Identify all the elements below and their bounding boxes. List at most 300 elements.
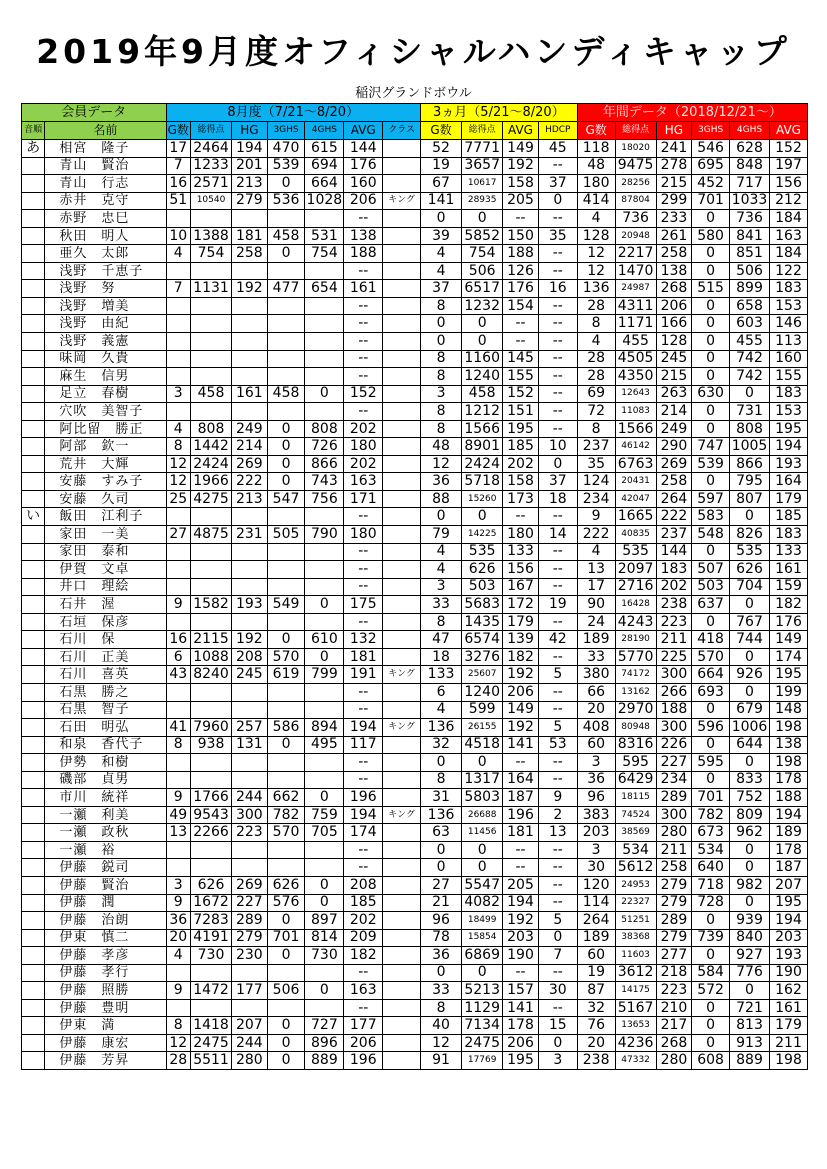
table-cell: 8: [577, 315, 615, 333]
table-cell: 180: [344, 438, 383, 456]
table-row: [22, 297, 808, 315]
table-cell: 194: [344, 806, 383, 824]
class-cell: [383, 227, 421, 245]
table-cell: 222: [577, 526, 615, 544]
table-cell: 1088: [190, 648, 231, 666]
member-name-cell: 赤井 克守: [45, 192, 166, 210]
table-cell: --: [503, 210, 539, 228]
table-cell: [232, 841, 268, 859]
table-cell: 0: [692, 473, 730, 491]
table-cell: 24953: [615, 876, 656, 894]
class-cell: [383, 280, 421, 298]
column-header: AVG: [770, 122, 808, 140]
table-cell: 203: [577, 824, 615, 842]
table-cell: 163: [344, 982, 383, 1000]
table-cell: --: [344, 333, 383, 351]
table-cell: [305, 333, 344, 351]
kana-index-cell: [22, 333, 45, 351]
table-cell: [305, 613, 344, 631]
table-cell: [166, 859, 190, 877]
table-cell: 866: [730, 455, 770, 473]
class-cell: [383, 1034, 421, 1052]
table-cell: 206: [344, 1034, 383, 1052]
class-cell: [383, 526, 421, 544]
table-cell: 269: [232, 455, 268, 473]
table-cell: 300: [656, 806, 692, 824]
table-row: [22, 543, 808, 561]
member-name-cell: 伊東 満: [45, 1017, 166, 1035]
table-cell: 26688: [462, 806, 503, 824]
table-cell: [190, 964, 231, 982]
table-cell: --: [344, 613, 383, 631]
table-cell: 640: [692, 859, 730, 877]
table-cell: 0: [692, 613, 730, 631]
table-row: [22, 876, 808, 894]
table-cell: 48: [577, 157, 615, 175]
table-cell: 63: [420, 824, 461, 842]
table-cell: --: [344, 999, 383, 1017]
table-cell: 192: [503, 912, 539, 930]
table-cell: 840: [730, 929, 770, 947]
table-cell: 47332: [615, 1052, 656, 1070]
table-cell: 8: [577, 420, 615, 438]
table-cell: 28190: [615, 631, 656, 649]
member-name-cell: 浅野 由紀: [45, 315, 166, 333]
table-cell: 88: [420, 490, 461, 508]
table-cell: 161: [344, 280, 383, 298]
table-cell: 183: [770, 280, 808, 298]
table-cell: 47: [420, 631, 461, 649]
table-cell: 222: [656, 508, 692, 526]
class-cell: [383, 736, 421, 754]
table-cell: 4191: [190, 929, 231, 947]
table-row: [22, 438, 808, 456]
member-name-cell: 石垣 保彦: [45, 613, 166, 631]
table-row: [22, 578, 808, 596]
table-cell: 0: [420, 315, 461, 333]
table-cell: 162: [770, 982, 808, 1000]
column-header: 4GHS: [305, 122, 344, 140]
table-row: [22, 385, 808, 403]
table-cell: 535: [462, 543, 503, 561]
table-cell: 198: [770, 754, 808, 772]
table-cell: 163: [344, 473, 383, 491]
table-cell: 133: [420, 666, 461, 684]
table-cell: [305, 315, 344, 333]
table-cell: 26155: [462, 719, 503, 737]
table-cell: 278: [656, 157, 692, 175]
table-cell: 268: [656, 1034, 692, 1052]
table-cell: 4: [166, 245, 190, 263]
table-cell: 673: [692, 824, 730, 842]
table-cell: 3: [420, 578, 461, 596]
table-cell: 185: [344, 894, 383, 912]
table-cell: 31: [420, 789, 461, 807]
table-cell: 176: [503, 280, 539, 298]
table-cell: 245: [232, 666, 268, 684]
table-row: [22, 280, 808, 298]
table-cell: 198: [770, 719, 808, 737]
table-cell: 191: [344, 666, 383, 684]
table-cell: [267, 368, 305, 386]
table-cell: 0: [692, 350, 730, 368]
class-cell: [383, 157, 421, 175]
table-cell: 3: [577, 841, 615, 859]
class-cell: [383, 473, 421, 491]
member-name-cell: 石川 保: [45, 631, 166, 649]
table-row: [22, 631, 808, 649]
table-cell: 535: [730, 543, 770, 561]
table-cell: 27: [166, 526, 190, 544]
table-cell: 19: [420, 157, 461, 175]
table-cell: 182: [770, 596, 808, 614]
member-name-cell: 伊勢 和樹: [45, 754, 166, 772]
table-cell: 2464: [190, 140, 231, 158]
table-cell: --: [538, 648, 577, 666]
table-cell: 9: [166, 894, 190, 912]
table-cell: 217: [656, 1017, 692, 1035]
table-cell: 37: [420, 280, 461, 298]
table-cell: 1472: [190, 982, 231, 1000]
kana-index-cell: [22, 648, 45, 666]
column-header: 3GHS: [267, 122, 305, 140]
table-cell: 300: [656, 666, 692, 684]
table-cell: 8: [420, 403, 461, 421]
class-cell: [383, 315, 421, 333]
table-cell: 167: [503, 578, 539, 596]
table-cell: 0: [267, 1034, 305, 1052]
table-cell: [166, 613, 190, 631]
table-row: [22, 1017, 808, 1035]
table-cell: 4243: [615, 613, 656, 631]
table-cell: 0: [305, 894, 344, 912]
table-cell: 20948: [615, 227, 656, 245]
table-row: [22, 789, 808, 807]
table-cell: 30: [577, 859, 615, 877]
table-cell: 4275: [190, 490, 231, 508]
table-cell: 982: [730, 876, 770, 894]
table-cell: 36: [420, 947, 461, 965]
table-cell: [166, 999, 190, 1017]
table-cell: 704: [730, 578, 770, 596]
table-cell: 1160: [462, 350, 503, 368]
table-cell: 203: [770, 929, 808, 947]
table-cell: 198: [770, 1052, 808, 1070]
table-cell: 21: [420, 894, 461, 912]
table-cell: 42047: [615, 490, 656, 508]
table-cell: [267, 543, 305, 561]
class-cell: [383, 596, 421, 614]
table-cell: 926: [730, 666, 770, 684]
table-cell: 0: [267, 438, 305, 456]
member-name-cell: 浅野 努: [45, 280, 166, 298]
table-cell: 161: [770, 999, 808, 1017]
table-cell: [305, 701, 344, 719]
table-row: [22, 841, 808, 859]
table-cell: 185: [503, 438, 539, 456]
handicap-table: [21, 103, 808, 1070]
table-cell: 0: [538, 192, 577, 210]
table-cell: 33: [420, 982, 461, 1000]
kana-index-cell: [22, 490, 45, 508]
table-cell: 152: [770, 140, 808, 158]
class-cell: [383, 683, 421, 701]
table-cell: 7134: [462, 1017, 503, 1035]
table-cell: 899: [730, 280, 770, 298]
column-header: HDCP: [538, 122, 577, 140]
table-cell: 132: [344, 631, 383, 649]
table-cell: 178: [770, 771, 808, 789]
table-row: [22, 947, 808, 965]
table-cell: 0: [305, 876, 344, 894]
kana-index-cell: [22, 631, 45, 649]
table-cell: 826: [730, 526, 770, 544]
table-cell: 0: [420, 508, 461, 526]
table-cell: 60: [577, 736, 615, 754]
table-cell: 584: [692, 964, 730, 982]
table-cell: 28: [166, 1052, 190, 1070]
table-cell: 45: [538, 140, 577, 158]
kana-index-cell: [22, 175, 45, 193]
table-cell: 192: [503, 719, 539, 737]
table-cell: --: [538, 859, 577, 877]
table-cell: 539: [267, 157, 305, 175]
table-cell: 505: [267, 526, 305, 544]
table-cell: 0: [692, 245, 730, 263]
table-cell: 3276: [462, 648, 503, 666]
class-cell: キング: [383, 192, 421, 210]
table-cell: 194: [503, 894, 539, 912]
table-cell: --: [503, 964, 539, 982]
table-row: [22, 754, 808, 772]
column-header: G数: [166, 122, 190, 140]
table-cell: 0: [462, 964, 503, 982]
table-cell: 46142: [615, 438, 656, 456]
table-cell: 12: [577, 245, 615, 263]
table-row: [22, 824, 808, 842]
kana-index-cell: い: [22, 508, 45, 526]
table-cell: --: [538, 701, 577, 719]
table-cell: 8: [420, 368, 461, 386]
column-header: G数: [577, 122, 615, 140]
column-header: AVG: [503, 122, 539, 140]
table-cell: 718: [692, 876, 730, 894]
table-cell: 0: [267, 175, 305, 193]
kana-index-cell: [22, 280, 45, 298]
table-cell: [305, 999, 344, 1017]
table-cell: 141: [503, 999, 539, 1017]
table-cell: 24987: [615, 280, 656, 298]
table-cell: 0: [420, 333, 461, 351]
table-cell: 189: [577, 631, 615, 649]
table-cell: 5: [538, 912, 577, 930]
table-cell: 117: [344, 736, 383, 754]
table-cell: 8: [166, 1017, 190, 1035]
table-cell: 290: [656, 438, 692, 456]
member-name-cell: 浅野 増美: [45, 297, 166, 315]
class-cell: [383, 455, 421, 473]
table-cell: 10540: [190, 192, 231, 210]
table-cell: 66: [577, 683, 615, 701]
table-cell: 0: [692, 1034, 730, 1052]
table-cell: 39: [420, 227, 461, 245]
kana-index-cell: あ: [22, 140, 45, 158]
table-cell: 300: [656, 719, 692, 737]
table-cell: 2424: [462, 455, 503, 473]
table-cell: 10: [538, 438, 577, 456]
table-cell: 13653: [615, 1017, 656, 1035]
table-cell: 25607: [462, 666, 503, 684]
kana-index-cell: [22, 561, 45, 579]
table-cell: 0: [462, 859, 503, 877]
table-cell: 12: [166, 1034, 190, 1052]
table-cell: 2115: [190, 631, 231, 649]
table-cell: 279: [656, 929, 692, 947]
table-cell: 3: [166, 876, 190, 894]
kana-index-cell: [22, 701, 45, 719]
member-name-cell: 青山 賢治: [45, 157, 166, 175]
table-cell: 0: [305, 596, 344, 614]
table-cell: 43: [166, 666, 190, 684]
table-cell: 35: [577, 455, 615, 473]
table-cell: 572: [692, 982, 730, 1000]
table-cell: 195: [503, 1052, 539, 1070]
table-cell: 8: [420, 613, 461, 631]
table-cell: 15854: [462, 929, 503, 947]
table-cell: 0: [538, 929, 577, 947]
kana-index-cell: [22, 297, 45, 315]
kana-index-cell: [22, 666, 45, 684]
table-cell: 199: [770, 683, 808, 701]
table-cell: 3612: [615, 964, 656, 982]
table-cell: 13: [577, 561, 615, 579]
table-cell: 149: [503, 701, 539, 719]
table-cell: 570: [267, 648, 305, 666]
table-cell: 38368: [615, 929, 656, 947]
column-header: 4GHS: [730, 122, 770, 140]
class-cell: [383, 824, 421, 842]
table-cell: 40: [420, 1017, 461, 1035]
table-cell: 213: [232, 490, 268, 508]
table-row: [22, 420, 808, 438]
member-name-cell: 石黒 智子: [45, 701, 166, 719]
table-cell: 195: [770, 894, 808, 912]
table-cell: 4236: [615, 1034, 656, 1052]
table-cell: 3: [166, 385, 190, 403]
table-cell: 599: [462, 701, 503, 719]
table-cell: 152: [503, 385, 539, 403]
table-cell: 506: [730, 262, 770, 280]
table-cell: [232, 508, 268, 526]
table-cell: 744: [730, 631, 770, 649]
table-cell: 14175: [615, 982, 656, 1000]
class-cell: [383, 333, 421, 351]
table-cell: 205: [503, 876, 539, 894]
table-cell: 188: [656, 701, 692, 719]
table-cell: 728: [692, 894, 730, 912]
table-cell: 25: [166, 490, 190, 508]
table-cell: [190, 701, 231, 719]
table-cell: 938: [190, 736, 231, 754]
class-cell: [383, 578, 421, 596]
table-cell: 69: [577, 385, 615, 403]
table-cell: --: [344, 508, 383, 526]
table-cell: [166, 210, 190, 228]
table-cell: 0: [462, 508, 503, 526]
page-subtitle: 稲沢グランドボウル: [355, 86, 472, 101]
table-cell: [166, 368, 190, 386]
table-cell: 206: [503, 683, 539, 701]
table-cell: 178: [770, 841, 808, 859]
table-cell: 155: [770, 368, 808, 386]
table-cell: [232, 754, 268, 772]
table-cell: 244: [232, 789, 268, 807]
table-cell: [232, 262, 268, 280]
table-cell: 19: [577, 964, 615, 982]
table-cell: 619: [267, 666, 305, 684]
table-cell: --: [344, 315, 383, 333]
table-cell: [305, 368, 344, 386]
table-cell: 179: [770, 490, 808, 508]
member-name-cell: 安藤 久司: [45, 490, 166, 508]
table-cell: --: [538, 876, 577, 894]
table-cell: 1566: [615, 420, 656, 438]
table-cell: 1171: [615, 315, 656, 333]
table-cell: 225: [656, 648, 692, 666]
member-name-cell: 荒井 大輝: [45, 455, 166, 473]
table-cell: [305, 350, 344, 368]
table-cell: 241: [656, 140, 692, 158]
table-cell: 1129: [462, 999, 503, 1017]
table-cell: 190: [770, 964, 808, 982]
table-cell: 5547: [462, 876, 503, 894]
table-cell: [166, 543, 190, 561]
table-cell: 534: [692, 841, 730, 859]
table-cell: [190, 999, 231, 1017]
table-cell: 249: [232, 420, 268, 438]
table-cell: 289: [656, 912, 692, 930]
table-cell: 12643: [615, 385, 656, 403]
table-cell: 161: [232, 385, 268, 403]
table-cell: 477: [267, 280, 305, 298]
table-row: [22, 912, 808, 930]
table-row: [22, 666, 808, 684]
table-cell: 458: [190, 385, 231, 403]
member-name-cell: 磯部 貞男: [45, 771, 166, 789]
member-name-cell: 飯田 江利子: [45, 508, 166, 526]
column-header: G数: [420, 122, 461, 140]
class-cell: [383, 859, 421, 877]
table-cell: 213: [232, 175, 268, 193]
table-cell: 189: [577, 929, 615, 947]
table-cell: 187: [770, 859, 808, 877]
table-cell: 192: [503, 157, 539, 175]
table-cell: 195: [503, 420, 539, 438]
member-name-cell: 阿比留 勝正: [45, 420, 166, 438]
table-cell: 257: [232, 719, 268, 737]
kana-index-cell: [22, 894, 45, 912]
table-cell: 32: [420, 736, 461, 754]
table-cell: 214: [232, 438, 268, 456]
table-cell: 210: [656, 999, 692, 1017]
table-cell: 1435: [462, 613, 503, 631]
kana-index-cell: [22, 999, 45, 1017]
table-cell: [166, 508, 190, 526]
table-cell: 0: [420, 754, 461, 772]
table-cell: 122: [770, 262, 808, 280]
table-cell: 0: [692, 210, 730, 228]
table-cell: 0: [305, 982, 344, 1000]
